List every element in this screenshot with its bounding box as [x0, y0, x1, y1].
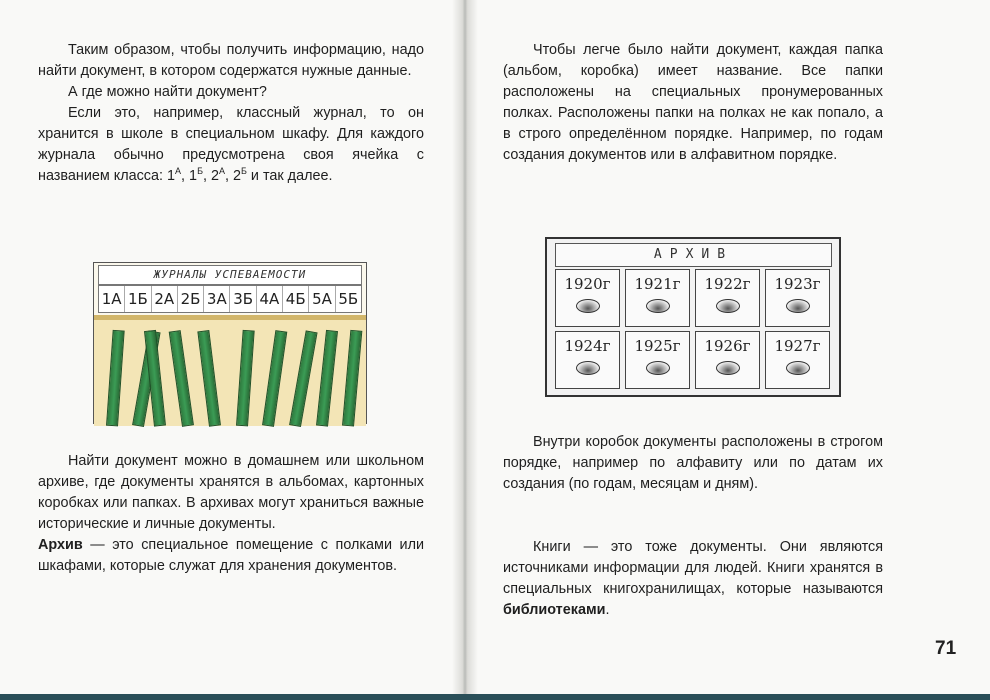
shelf-labels [98, 285, 362, 313]
bottom-edge [0, 694, 990, 700]
page-number: 71 [935, 638, 957, 659]
journal-book [169, 330, 194, 427]
archive-drawer [765, 331, 830, 389]
archive-drawer [765, 269, 830, 327]
shelf-label: 1А [99, 286, 125, 312]
archive-drawer [695, 331, 760, 389]
class-1a: $1^А$ [167, 166, 182, 184]
archive-drawer [555, 331, 620, 389]
archive-cabinet-illustration [545, 237, 841, 397]
shelf-label: 3Б [230, 286, 256, 312]
right-text-middle [503, 432, 883, 495]
shelf-title: ЖУРНАЛЫ УСПЕВАЕМОСТИ [98, 265, 362, 285]
book-spine [452, 0, 478, 700]
paragraph: Внутри коробок документы расположены в строгом порядке, например по алфавиту или по датам их создания (по годам, месяцам и дням). [503, 434, 883, 492]
paragraph: Чтобы легче было найти документ, каждая папка (альбом, коробка) имеет название. Все папки расположены на специальных пронумерованных полках. Расположены папки на полках не как попало, а в строго определённом порядке. Например, по годам создания документов или в алфавитном порядке. [503, 42, 883, 163]
drawer-handle-icon [786, 299, 810, 313]
shelf-label: 2А [152, 286, 178, 312]
drawer-handle-icon [576, 299, 600, 313]
drawer-handle-icon [716, 361, 740, 375]
paragraph [38, 535, 424, 577]
shelf-label: 3А [204, 286, 230, 312]
drawer-handle-icon [786, 361, 810, 375]
shelf-label: 4Б [283, 286, 309, 312]
paragraph: Найти документ можно в домашнем или школьном архиве, где документы хранятся в альбомах, картонных коробках или папках. В архивах могут храниться важные исторические и личные документы. [38, 453, 424, 532]
left-text-bottom [38, 451, 424, 577]
paragraph-text: Если это, например, классный журнал, то он хранится в школе в специальном шкафу. Для каждого журнала обычно предусмотрена своя ячейка с названием класса: [38, 105, 424, 184]
archive-title: АРХИВ [555, 243, 832, 267]
paragraph [503, 537, 883, 621]
drawer-handle-icon [576, 361, 600, 375]
drawer-year: 1920г [564, 275, 611, 293]
journal-book [236, 330, 255, 427]
right-text-top [503, 40, 883, 166]
class-list-tail: и так далее. [250, 168, 333, 184]
journal-book [262, 330, 287, 427]
sentence-end: . [605, 602, 610, 618]
shelf-label: 5А [309, 286, 335, 312]
drawer-handle-icon [646, 299, 670, 313]
class-2b: $2^Б$ [233, 166, 247, 184]
class-1b: $1^Б$ [189, 166, 203, 184]
shelf-label: 4А [257, 286, 283, 312]
paragraph-text: — это специальное помещение с полками или шкафами, которые служат для хранения документов. [38, 537, 425, 574]
journal-book [342, 330, 362, 427]
journal-book [316, 330, 338, 427]
drawer-year: 1924г [564, 337, 611, 355]
term-archive: Архив [38, 537, 83, 553]
drawer-year: 1927г [774, 337, 821, 355]
paragraph-text: Книги — это тоже документы. Они являются источниками информации для людей. Книги хранятся в специальных книгохранилищах, которые называются [503, 539, 883, 597]
journal-shelf-illustration [93, 262, 367, 424]
class-2a: $2^А$ [210, 166, 225, 184]
journal-book [106, 330, 125, 427]
journal-book [289, 330, 317, 427]
paragraph: Таким образом, чтобы получить информацию, надо найти документ, в котором содержатся нужные данные. [38, 42, 424, 79]
term-libraries: библиотеками [503, 602, 606, 618]
shelf-label: 1Б [125, 286, 151, 312]
shelf-label: 5Б [338, 290, 359, 308]
paragraph: Если это, например, классный журнал, то он хранится в школе в специальном шкафу. Для каждого журнала обычно предусмотрена своя ячейка с названием класса: $1^А$, $1^Б$, $2^А$, $2^Б$ и так далее. [38, 105, 424, 184]
left-text-top [38, 40, 424, 187]
right-text-bottom [503, 537, 883, 621]
drawer-year: 1922г [704, 275, 751, 293]
archive-drawer [625, 269, 690, 327]
archive-drawer [695, 269, 760, 327]
drawer-year: 1926г [704, 337, 751, 355]
drawer-handle-icon [646, 361, 670, 375]
archive-drawer [625, 331, 690, 389]
drawer-year: 1923г [774, 275, 821, 293]
drawer-year: 1925г [634, 337, 681, 355]
drawer-handle-icon [716, 299, 740, 313]
journal-book [197, 330, 221, 427]
paragraph: А где можно найти документ? [68, 84, 267, 100]
shelf-rack [94, 315, 366, 426]
drawer-year: 1921г [634, 275, 681, 293]
archive-drawer [555, 269, 620, 327]
shelf-label: 2Б [178, 286, 204, 312]
